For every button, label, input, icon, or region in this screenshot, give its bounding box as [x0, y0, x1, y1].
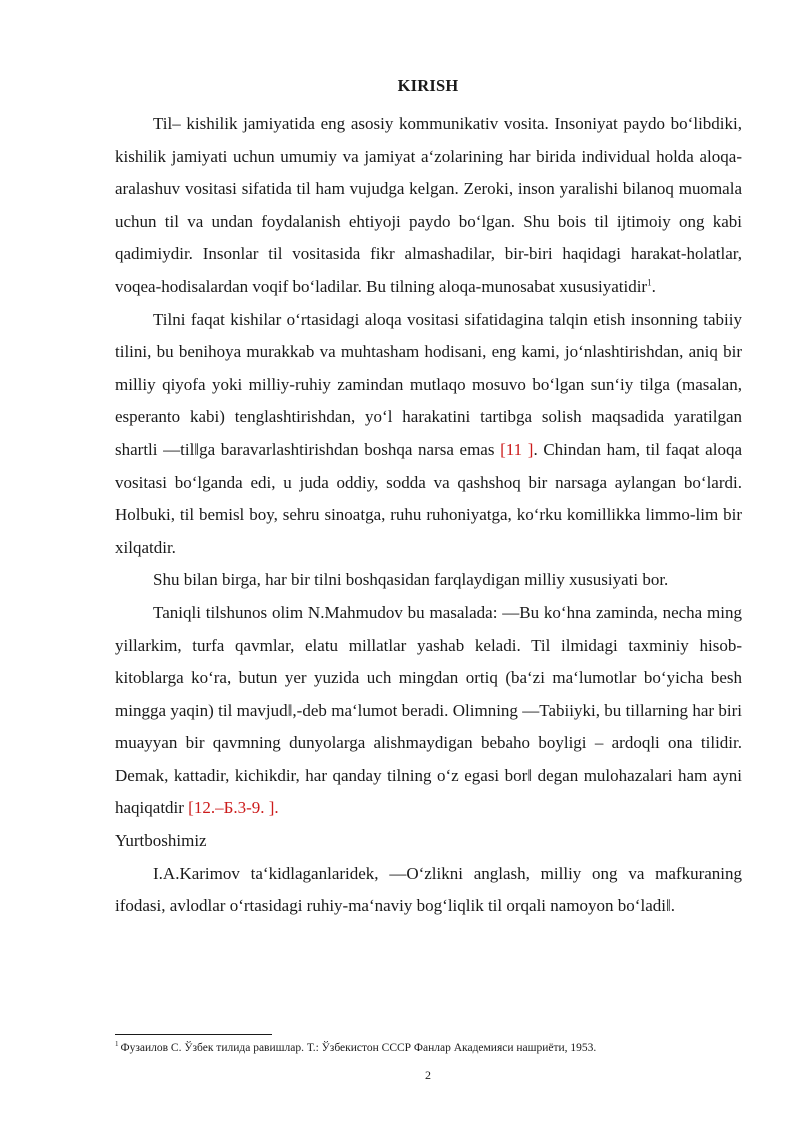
- paragraph-4-text: Taniqli tilshunos olim N.Mahmudov bu masalada: ―Bu ko‘hna zaminda, necha ming yillarkim, turfa qavmlar, elatu millatlar yashab keladi. Til ilmidagi taxminiy hisob-kitoblarga ko‘ra, butun yer yuzida uch mingdan ortiq (ba‘zi ma‘lumotlar bo‘yicha besh mingga yaqin) til mavjud‖,-deb ma‘lumot beradi. Olimning ―Tabiiyki, bu tillarning har biri muayyan bir qavmning dunyolarga alishmaydigan bebaho boyligi – ardoqli ona tilidir. Demak, kattadir, kichikdir, har qanday tilning o‘z egasi bor‖ degan mulohazalari ham ayni haqiqatdir: [115, 602, 742, 818]
- paragraph-3: [115, 564, 742, 597]
- paragraph-4: [115, 597, 742, 825]
- paragraph-1-text: Til– kishilik jamiyatida eng asosiy kommunikativ vosita. Insoniyat paydo bo‘libdiki, kishilik jamiyati uchun umumiy va jamiyat a‘zolarining har birida individual holda aloqa-aralashuv vositasi sifatida til ham vujudga kelgan. Zeroki, inson yaralishi bilanoq muomala uchun til va undan foydalanish ehtiyoji paydo bo‘lgan. Shu bois til ijtimoiy ong kabi qadimiydir. Insonlar til vositasida fikr almashadilar, bir-biri haqidagi harakat-holatlar, voqea-hodisalardan voqif bo‘ladilar. Bu tilning aloqa-munosabat xususiyatidir: [115, 114, 742, 296]
- paragraph-1-after: .: [651, 276, 656, 296]
- paragraph-1: [115, 108, 742, 304]
- footnote-marker: 1: [647, 277, 652, 288]
- page-number: 2: [425, 1068, 431, 1082]
- paragraph-6-text: I.A.Karimov ta‘kidlaganlaridek, ―O‘zlikni anglash, milliy ong va mafkuraning ifodasi, avlodlar o‘rtasidagi ruhiy-ma‘naviy bog‘liqlik til orqali namoyon bo‘ladi‖.: [115, 863, 742, 916]
- paragraph-3-text: Shu bilan birga, har bir tilni boshqasidan farqlaydigan milliy xususiyati bor.: [153, 570, 669, 590]
- footnote-text: Фузаилов С. Ўзбек тилида равишлар. Т.: Ўзбекистон СССР Фанлар Академияси нашриёти, 1953.: [120, 1042, 597, 1054]
- paragraph-6: [115, 858, 742, 923]
- citation-link-11[interactable]: [11 ]: [500, 439, 534, 459]
- paragraph-5-text: Yurtboshimiz: [115, 831, 207, 851]
- section-heading: KIRISH: [397, 76, 459, 95]
- paragraph-2-after: . Chindan ham, til faqat aloqa vositasi bo‘lganda edi, u juda oddiy, sodda va qashshoq bir narsaga aylangan bo‘lardi. Holbuki, til bemisl boy, sehru sinoatga, ruhu ruhoniyatga, ko‘rku komillikka limmo-lim bir xilqatdir.: [115, 439, 742, 557]
- footnote-separator: [115, 1034, 272, 1035]
- body-text: [115, 108, 742, 923]
- citation-link-12[interactable]: [12.–Б.3-9. ].: [188, 798, 279, 818]
- paragraph-5: [115, 825, 742, 858]
- footnote-number: 1: [115, 1040, 119, 1049]
- footnote: [115, 1041, 755, 1055]
- paragraph-2: [115, 304, 742, 565]
- paragraph-2-text: Tilni faqat kishilar o‘rtasidagi aloqa vositasi sifatidagina talqin etish insonning tabiiy tilini, bu benihoya murakkab va muhtasham hodisani, eng kami, jo‘nlashtirishdan, aniq bir milliy qiyofa yoki milliy-ruhiy zamindan mutlaqo mosuvo bo‘lgan sun‘iy tilga (masalan, esperanto kabi) tenglashtirishdan, yo‘l harakatini tartibga solish maqsadida yaratilgan shartli ―til‖ga baravarlashtirishdan boshqa narsa emas: [115, 309, 742, 459]
